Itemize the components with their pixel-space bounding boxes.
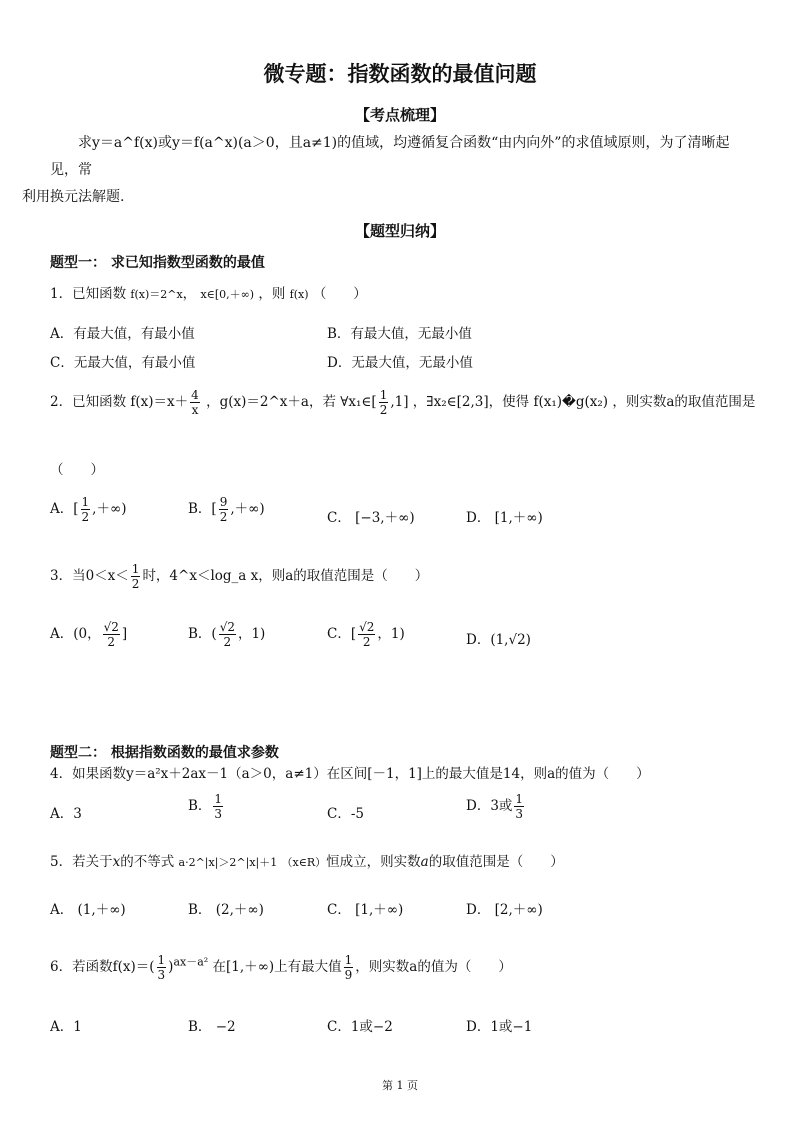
q6-option-c[interactable]: C．1或−2 — [327, 1019, 393, 1035]
q6-option-a[interactable]: A．1 — [50, 1019, 82, 1035]
q1-condition: x∈[0,＋∞) — [200, 288, 255, 301]
intro-paragraph — [22, 130, 755, 211]
problem-type-1: 题型一： 求已知指数型函数的最值 — [50, 255, 265, 271]
q2-f-fraction: $\frac{4}{x}$ — [191, 388, 199, 417]
q2-tail: ，则实数a的取值范围是 — [612, 394, 756, 410]
q5-option-a[interactable]: A． (1,＋∞) — [50, 902, 126, 918]
question-5-stem: 5．若关于x的不等式 a·2^|x|＞2^|x|＋1 （x∈R）恒成立，则实数a的取值范围是（ ） — [50, 854, 564, 870]
q3-option-d[interactable]: D．(1,√2) — [466, 632, 531, 648]
q1-paren: （ ） — [312, 286, 367, 302]
q2-exists: ，∃x₂∈[2,3]，使得 — [412, 394, 530, 410]
q3-option-b[interactable]: B．( $\frac{√2}{2}$ ，1) — [188, 620, 266, 649]
question-6-stem: 6．若函数f(x)＝( $\frac{1}{3}$ )$^{ax-a^2}$ 在[1,＋∞)上有最大值 $\frac{1}{9}$ ，则实数a的值为（ ） — [50, 953, 512, 982]
q2-relation: f(x₁)�g(x₂) — [533, 394, 609, 410]
q6-option-d[interactable]: D．1或−1 — [466, 1019, 533, 1035]
page-number: 第 1 页 — [382, 1079, 418, 1092]
question-2-stem: 2．已知函数 f(x)＝x＋ $\frac{4}{x}$ ，g(x)＝2^x＋a，若 ∀x₁∈[ $\frac{1}{2}$ ,1] ，∃x₂∈[2,3]，使得 f(x₁)�g(x₂) ，则实数a的取值范围是 — [50, 388, 756, 417]
q2-forall: ∀x₁∈ — [340, 394, 372, 410]
q5-option-b[interactable]: B． (2,＋∞) — [188, 902, 264, 918]
q2-stem-a: 2．已知函数 — [50, 394, 127, 410]
q3-option-c[interactable]: C．[ $\frac{√2}{2}$ ，1) — [327, 620, 405, 649]
q1-stem-a: 1．已知函数 — [50, 286, 127, 302]
q2-option-c[interactable]: C． [−3,＋∞) — [327, 510, 415, 526]
q2-option-d[interactable]: D． [1,＋∞) — [466, 510, 543, 526]
intro-line-2: 利用换元法解题. — [22, 189, 125, 205]
q4-option-d[interactable]: D．3或 $\frac{1}{3}$ — [466, 792, 524, 821]
q1-option-b[interactable]: B．有最大值，无最小值 — [327, 326, 472, 342]
section-heading-key-points: 【考点梳理】 — [354, 106, 445, 124]
section-heading-types: 【题型归纳】 — [354, 222, 445, 240]
question-3-stem: 3．当0＜x＜ $\frac{1}{2}$ 时，4^x＜log_a x，则a的取值范围是（ ） — [50, 562, 429, 591]
q5-option-d[interactable]: D． [2,＋∞) — [466, 902, 543, 918]
question-1-stem: 1．已知函数 f(x)＝2^x， x∈[0,＋∞) ，则 f(x) （ ） — [50, 286, 367, 302]
q3-fraction: $\frac{1}{2}$ — [131, 562, 140, 591]
q2-option-a[interactable]: A．[ $\frac{1}{2}$ ,＋∞) — [50, 495, 127, 524]
page-title: 微专题：指数函数的最值问题 — [263, 62, 537, 86]
q1-stem-b: ，则 — [258, 286, 286, 302]
q2-interval-fraction: $\frac{1}{2}$ — [379, 388, 388, 417]
q2-function-f: f(x)＝x＋ — [130, 394, 189, 410]
q2-option-b[interactable]: B．[ $\frac{9}{2}$ ,＋∞) — [188, 495, 265, 524]
intro-line-1: 求y＝a^f(x)或y＝f(a^x)(a＞0，且a≠1)的值域，均遵循复合函数“由内向外”的求值域原则，为了清晰起见，常 — [50, 135, 730, 178]
q1-function: f(x)＝2^x — [130, 288, 183, 301]
q2-paren: （ ） — [50, 462, 104, 478]
q2-function-g: ，g(x)＝2^x＋a，若 — [206, 394, 336, 410]
q1-fx: f(x) — [289, 288, 309, 301]
q6-option-b[interactable]: B． −2 — [188, 1019, 236, 1035]
q1-option-c[interactable]: C．无最大值，有最小值 — [50, 355, 196, 371]
q1-option-d[interactable]: D．无最大值，无最小值 — [327, 355, 473, 371]
q5-option-c[interactable]: C． [1,＋∞) — [327, 902, 404, 918]
q1-option-a[interactable]: A．有最大值，有最小值 — [50, 326, 195, 342]
q3-option-a[interactable]: A．(0， $\frac{√2}{2}$ ] — [50, 620, 128, 649]
q4-option-c[interactable]: C．-5 — [327, 806, 364, 822]
problem-type-2: 题型二： 根据指数函数的最值求参数 — [50, 745, 279, 761]
q4-option-a[interactable]: A．3 — [50, 806, 82, 822]
question-4-stem: 4．如果函数y＝a²x＋2ax－1（a＞0，a≠1）在区间[－1，1]上的最大值是14，则a的值为（ ） — [50, 766, 650, 782]
q5-inequality: a·2^|x|＞2^|x|＋1 — [178, 856, 278, 869]
q4-option-b[interactable]: B． $\frac{1}{3}$ — [188, 792, 223, 821]
